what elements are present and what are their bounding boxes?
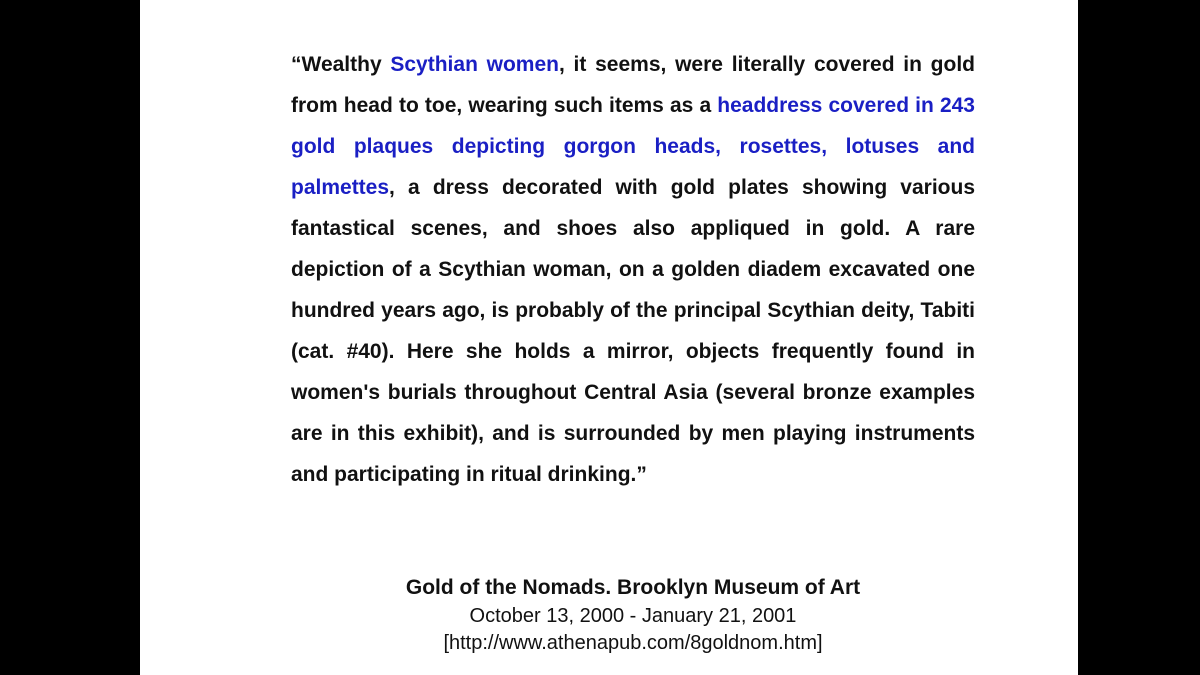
citation-url: [http://www.athenapub.com/8goldnom.htm]	[443, 632, 823, 654]
slide	[140, 0, 1078, 675]
highlight-scythian-women: Scythian women	[390, 53, 559, 76]
quote-paragraph	[291, 44, 975, 495]
quote-text-1: “Wealthy	[291, 53, 391, 76]
quote-text-3: , a dress decorated with gold plates showing various fantastical scenes, and shoes also appliqued in gold. A rare depiction of a Scythian woman, on a golden diadem excavated one hundred years ago, is probably of the principal Scythian deity, Tabiti (cat. #40). Here she holds a mirror, objects frequently found in women's burials throughout Central Asia (several bronze examples are in this exhibit), and is surrounded by men playing instruments and participating in ritual drinking.”	[291, 176, 975, 486]
citation-dates: October 13, 2000 - January 21, 2001	[469, 605, 797, 627]
quote-text-2: , it seems, were literally covered in gold from head to toe, wearing such items as a	[291, 53, 975, 117]
highlight-headdress: headdress covered in 243 gold plaques depicting gorgon heads, rosettes, lotuses and palmettes	[291, 94, 975, 199]
citation	[291, 573, 975, 657]
citation-title: Gold of the Nomads. Brooklyn Museum of Art	[405, 576, 861, 599]
